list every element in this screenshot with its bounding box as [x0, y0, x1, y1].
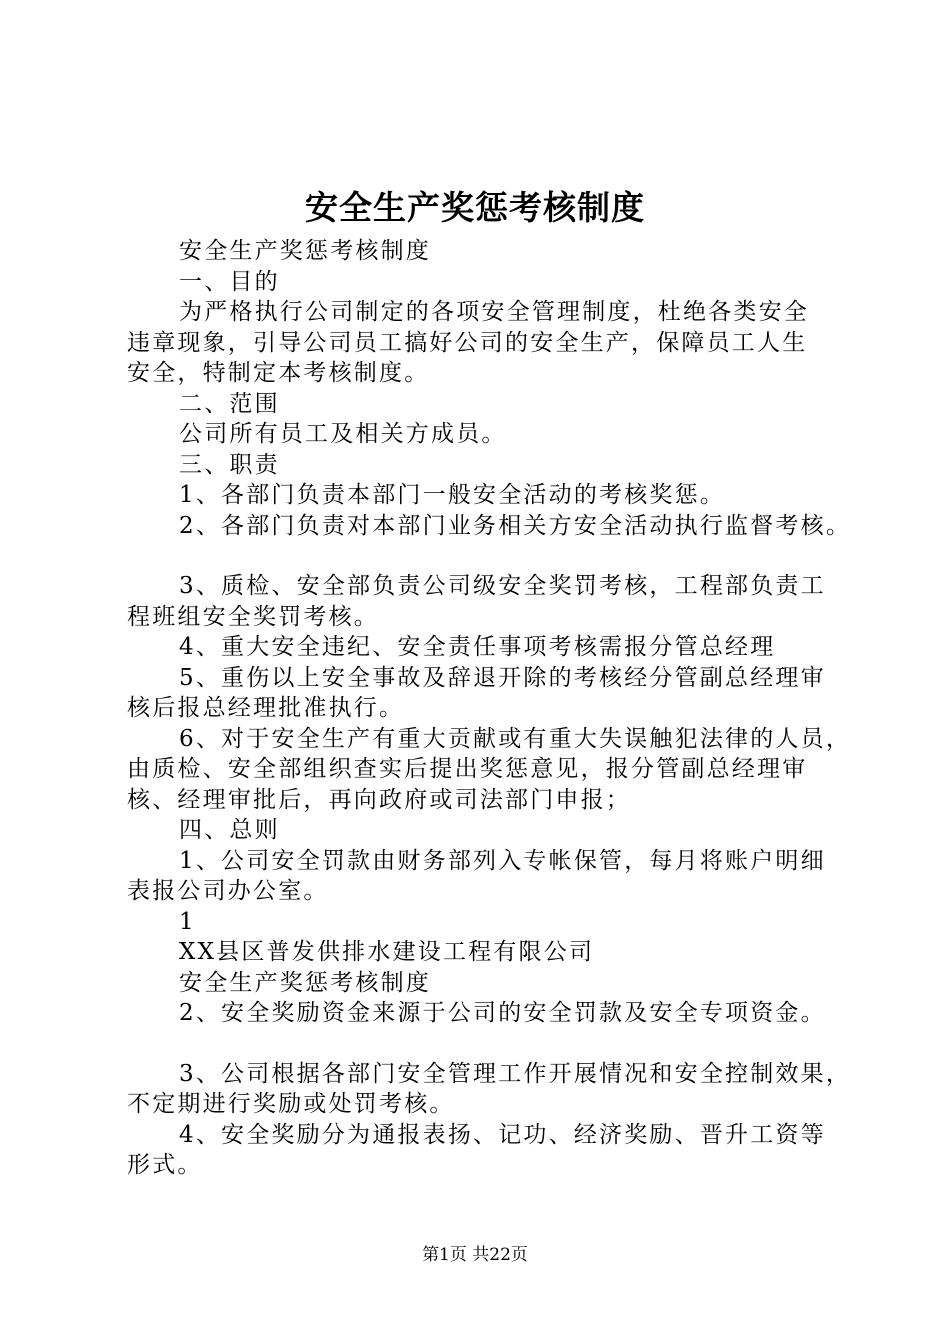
document-title: 安全生产奖惩考核制度: [305, 188, 645, 227]
body-line: 4、重大安全违纪、安全责任事项考核需报分管总经理: [179, 634, 776, 660]
company-name: XX县区普发供排水建设工程有限公司: [179, 939, 595, 965]
body-line: 1、各部门负责本部门一般安全活动的考核奖惩。: [179, 482, 726, 508]
body-line: 核、经理审批后，再向政府或司法部门申报；: [127, 786, 631, 813]
body-line: 3、质检、安全部负责公司级安全奖罚考核，工程部负责工: [179, 573, 826, 599]
section-heading: 二、范围: [179, 390, 280, 417]
inline-page-number: 1: [179, 908, 196, 935]
body-line: 由质检、安全部组织查实后提出奖惩意见，报分管副总经理审: [127, 756, 808, 782]
body-line: 核后报总经理批准执行。: [127, 695, 405, 721]
running-header: 安全生产奖惩考核制度: [179, 969, 431, 996]
body-line: 安全，特制定本考核制度。: [127, 360, 430, 386]
body-line: 为严格执行公司制定的各项安全管理制度，杜绝各类安全: [179, 299, 809, 325]
body-line: 不定期进行奖励或处罚考核。: [127, 1091, 455, 1117]
section-heading: 一、目的: [179, 268, 280, 295]
section-heading: 三、职责: [179, 451, 280, 478]
body-line: 表报公司办公室。: [127, 878, 329, 904]
body-line: 公司所有员工及相关方成员。: [179, 421, 507, 447]
body-line: 安全生产奖惩考核制度: [179, 238, 431, 264]
body-line: 程班组安全奖罚考核。: [127, 603, 379, 630]
body-line: 1、公司安全罚款由财务部列入专帐保管，每月将账户明细: [179, 847, 826, 874]
body-line: 2、安全奖励资金来源于公司的安全罚款及安全专项资金。: [179, 1000, 826, 1026]
body-line: 违章现象，引导公司员工搞好公司的安全生产，保障员工人生: [127, 329, 808, 356]
body-line: 2、各部门负责对本部门业务相关方安全活动执行监督考核。: [179, 512, 852, 539]
page-footer: 第1页 共22页: [422, 1245, 528, 1265]
blank-line: [127, 1029, 847, 1059]
body-line: 3、公司根据各部门安全管理工作开展情况和安全控制效果，: [179, 1060, 852, 1087]
body-line: 5、重伤以上安全事故及辞退开除的考核经分管副总经理审: [179, 664, 826, 691]
section-heading: 四、总则: [179, 817, 280, 843]
body-line: 6、对于安全生产有重大贡献或有重大失误触犯法律的人员，: [179, 725, 852, 752]
document-body: [127, 236, 852, 1181]
body-line: 4、安全奖励分为通报表扬、记功、经济奖励、晋升工资等: [179, 1121, 826, 1148]
body-line: 形式。: [127, 1152, 203, 1178]
blank-line: [127, 541, 847, 571]
